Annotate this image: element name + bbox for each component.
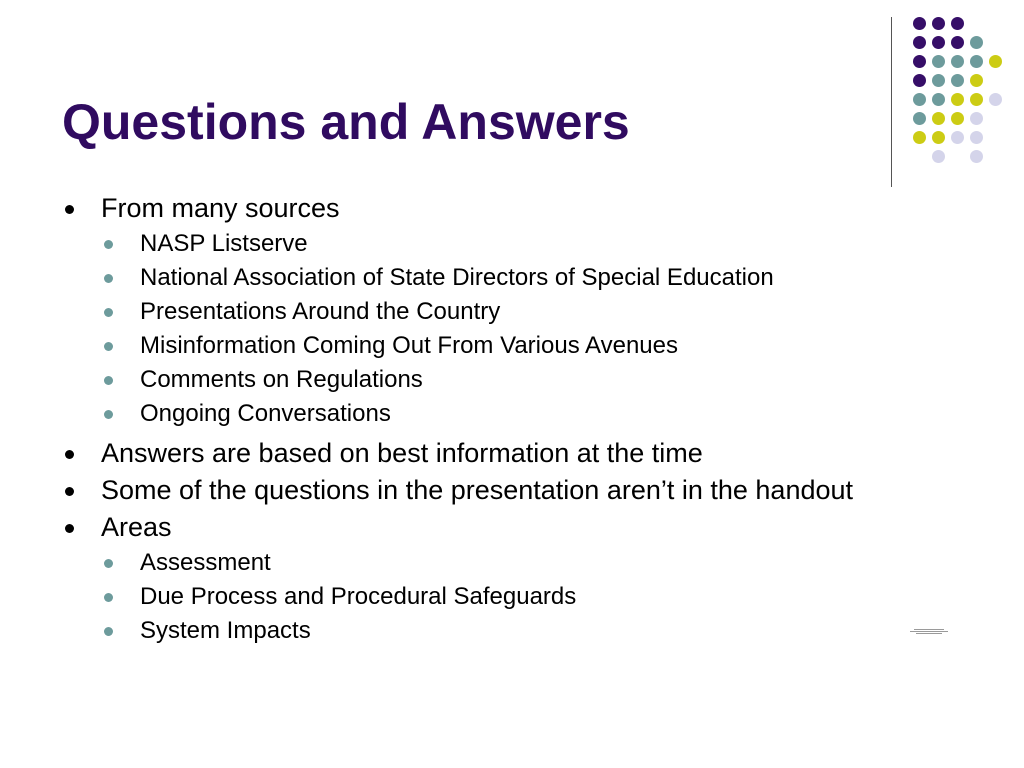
sub-bullet-text: National Association of State Directors of Special Education <box>140 264 774 291</box>
bullet-dot-icon <box>65 487 74 496</box>
decorative-dot <box>932 150 945 163</box>
decorative-dot <box>932 17 945 30</box>
sub-bullet-dot-icon <box>104 627 113 636</box>
bullet-dot-icon <box>65 524 74 533</box>
sub-bullet-list <box>101 227 892 431</box>
sub-bullet-text: Comments on Regulations <box>140 366 423 393</box>
decorative-dot-grid <box>0 0 1024 200</box>
decorative-dot <box>970 150 983 163</box>
sub-bullet-text: Misinformation Coming Out From Various Avenues <box>140 332 678 359</box>
bullet-dot-icon <box>65 450 74 459</box>
sub-bullet-text: Ongoing Conversations <box>140 400 391 427</box>
sub-bullet-dot-icon <box>104 308 113 317</box>
sub-bullet-dot-icon <box>104 410 113 419</box>
sub-bullet-text: Presentations Around the Country <box>140 298 501 325</box>
sub-bullet-list <box>101 546 892 648</box>
sub-bullet-item <box>101 580 892 614</box>
sub-bullet-text: Due Process and Procedural Safeguards <box>140 583 577 610</box>
sub-bullet-item <box>101 397 892 431</box>
decorative-dot <box>932 93 945 106</box>
bullet-text: Areas <box>101 512 172 542</box>
sub-bullet-dot-icon <box>104 376 113 385</box>
slide-title: Questions and Answers <box>62 94 630 150</box>
decorative-dot <box>951 112 964 125</box>
sub-bullet-dot-icon <box>104 342 113 351</box>
bullet-text: Some of the questions in the presentation aren’t in the handout <box>101 475 854 505</box>
decorative-dot <box>970 36 983 49</box>
sub-bullet-dot-icon <box>104 240 113 249</box>
decorative-dot <box>970 55 983 68</box>
sub-bullet-text: Assessment <box>140 549 271 576</box>
decorative-dot <box>913 112 926 125</box>
decorative-dot <box>951 36 964 49</box>
decorative-dot <box>913 36 926 49</box>
decorative-dot <box>970 131 983 144</box>
bullet-list <box>62 194 892 648</box>
sub-bullet-text: System Impacts <box>140 617 311 644</box>
sub-bullet-dot-icon <box>104 274 113 283</box>
decorative-dot <box>970 112 983 125</box>
decorative-dot <box>913 74 926 87</box>
sub-bullet-dot-icon <box>104 559 113 568</box>
sub-bullet-item <box>101 363 892 397</box>
decorative-dot <box>913 131 926 144</box>
bullet-dot-icon <box>65 205 74 214</box>
sub-bullet-item <box>101 295 892 329</box>
bullet-item <box>62 439 892 468</box>
decorative-dot <box>932 74 945 87</box>
decorative-dot <box>932 112 945 125</box>
decorative-dot <box>913 55 926 68</box>
sub-bullet-item <box>101 329 892 363</box>
sub-bullet-item <box>101 614 892 648</box>
sub-bullet-item <box>101 261 892 295</box>
decorative-dot <box>913 93 926 106</box>
sub-bullet-item <box>101 546 892 580</box>
sub-bullet-text: NASP Listserve <box>140 230 308 257</box>
decorative-dot <box>951 55 964 68</box>
watermark-stamp <box>910 628 948 638</box>
decorative-dot <box>913 17 926 30</box>
bullet-text: From many sources <box>101 193 340 223</box>
decorative-dot <box>989 55 1002 68</box>
decorative-dot <box>989 93 1002 106</box>
decorative-dot <box>951 93 964 106</box>
decorative-dot <box>951 17 964 30</box>
decorative-dot <box>970 74 983 87</box>
decorative-dot <box>951 74 964 87</box>
bullet-text: Answers are based on best information at the time <box>101 438 703 468</box>
bullet-item <box>62 513 892 648</box>
decorative-dot <box>932 55 945 68</box>
decorative-dot <box>932 36 945 49</box>
decorative-dot <box>932 131 945 144</box>
bullet-item <box>62 194 892 431</box>
bullet-item <box>62 476 892 505</box>
decorative-dot <box>951 131 964 144</box>
decorative-dot <box>970 93 983 106</box>
sub-bullet-item <box>101 227 892 261</box>
sub-bullet-dot-icon <box>104 593 113 602</box>
divider-line <box>891 17 892 187</box>
